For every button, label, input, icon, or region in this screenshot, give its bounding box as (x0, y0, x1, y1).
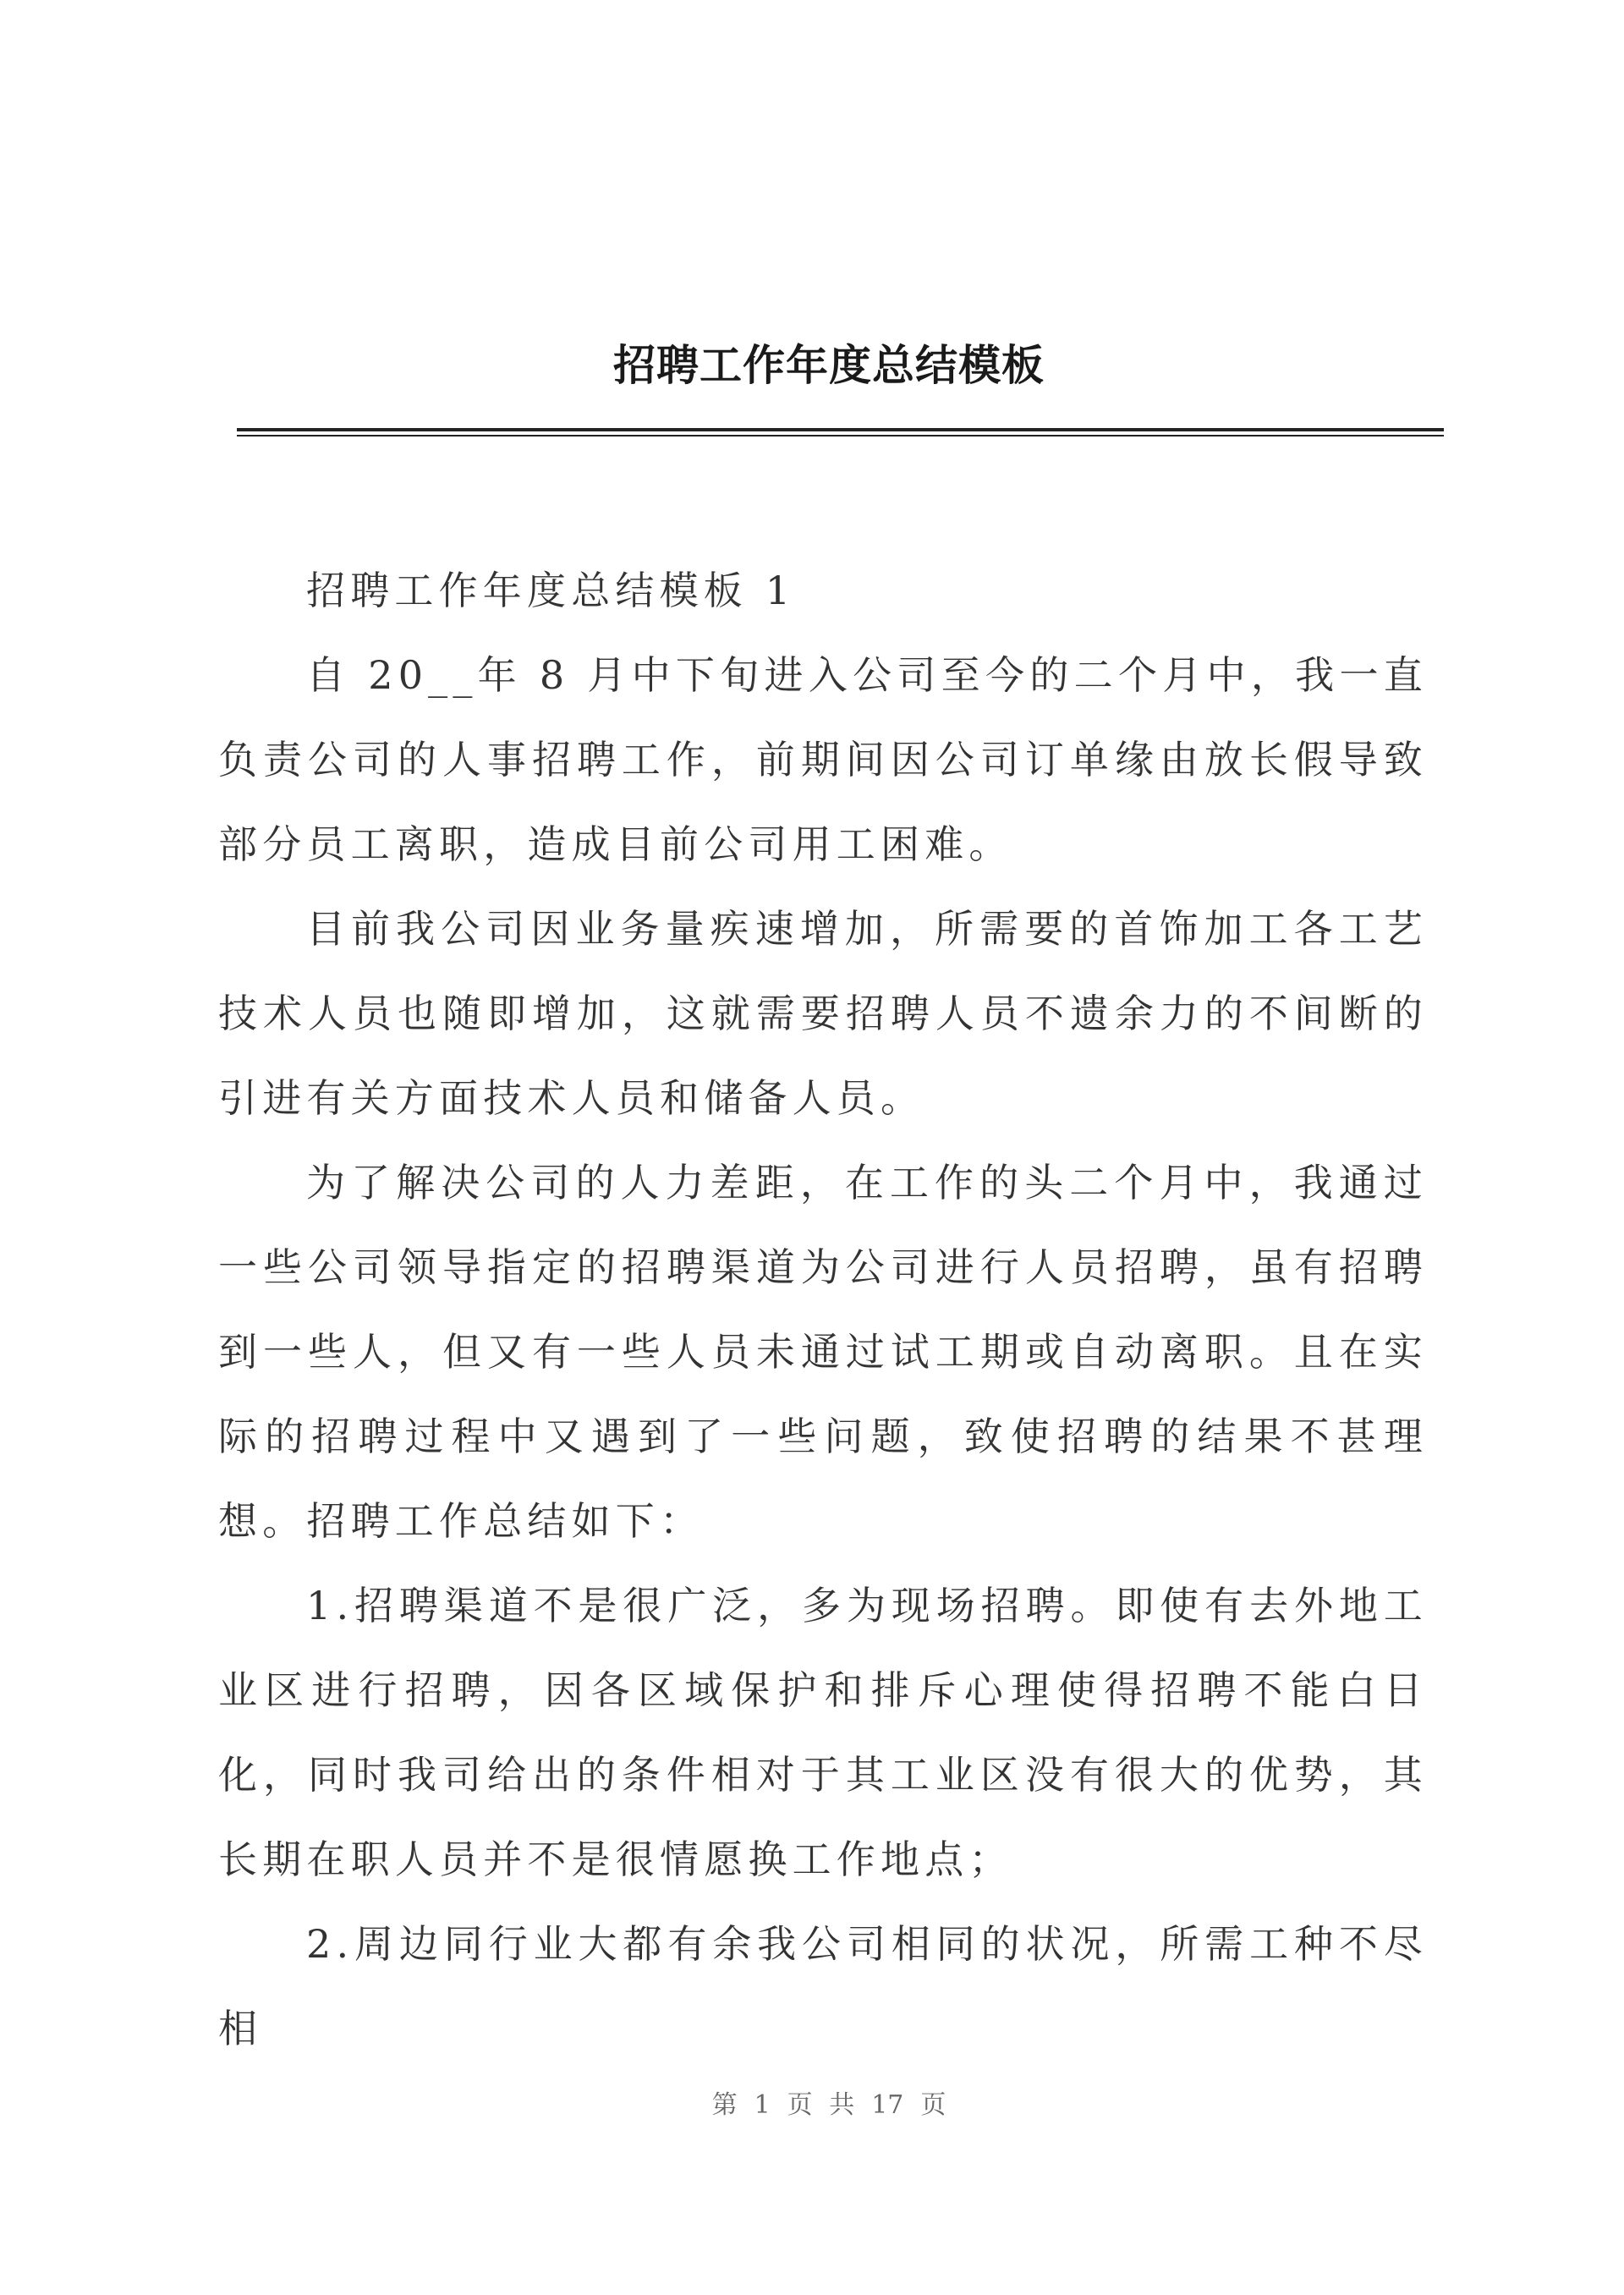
title-rule-thick (237, 428, 1444, 431)
section-heading: 招聘工作年度总结模板 1 (306, 568, 796, 613)
document-title: 招聘工作年度总结模板 (613, 340, 1045, 390)
page-label-prefix: 第 (711, 2090, 738, 2120)
document-body (218, 548, 1428, 2071)
page-label-middle: 页 共 (787, 2090, 855, 2120)
current-page-number: 1 (754, 2090, 771, 2120)
page-footer (0, 2084, 1624, 2121)
total-pages-number: 17 (871, 2090, 904, 2120)
page-label-suffix: 页 (920, 2090, 946, 2120)
title-rule-thin (237, 435, 1444, 436)
paragraph: 1.招聘渠道不是很广泛，多为现场招聘。即使有去外地工业区进行招聘，因各区域保护和排斥心理使得招聘不能白日化，同时我司给出的条件相对于其工业区没有很大的优势，其长期在职人员并不是很情愿换工作地点； (218, 1583, 1428, 1882)
paragraph: 为了解决公司的人力差距，在工作的头二个月中，我通过一些公司领导指定的招聘渠道为公司进行人员招聘，虽有招聘到一些人，但又有一些人员未通过试工期或自动离职。且在实际的招聘过程中又遇到了一些问题，致使招聘的结果不甚理想。招聘工作总结如下： (218, 1160, 1428, 1544)
paragraph: 自 20__年 8 月中下旬进入公司至今的二个月中，我一直负责公司的人事招聘工作，前期间因公司订单缘由放长假导致部分员工离职，造成目前公司用工困难。 (218, 652, 1428, 867)
paragraph: 目前我公司因业务量疾速增加，所需要的首饰加工各工艺技术人员也随即增加，这就需要招聘人员不遗余力的不间断的引进有关方面技术人员和储备人员。 (218, 906, 1428, 1121)
paragraph: 2.周边同行业大都有余我公司相同的状况，所需工种不尽相 (218, 1921, 1428, 2051)
